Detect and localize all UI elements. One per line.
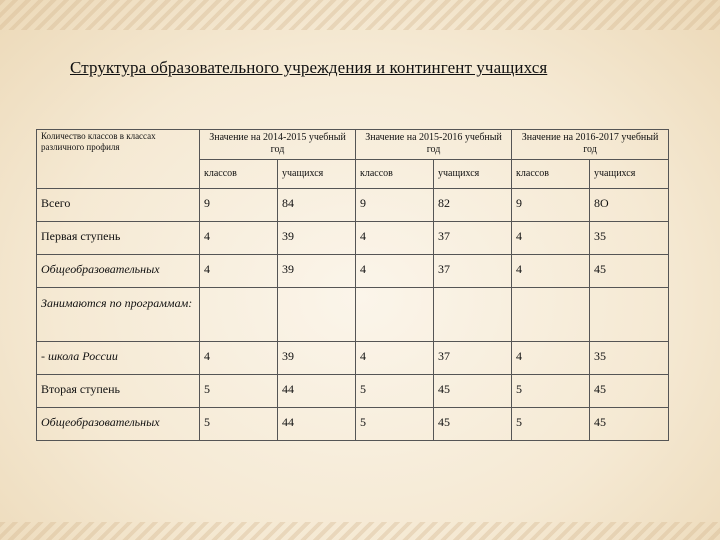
table-cell: 35 — [590, 222, 669, 255]
table-cell: 45 — [590, 408, 669, 441]
table-cell — [590, 288, 669, 342]
row-label: Всего — [37, 189, 200, 222]
table-row — [37, 375, 669, 408]
table-cell: 4 — [200, 342, 278, 375]
table-cell: 37 — [434, 342, 512, 375]
table-cell: 45 — [434, 375, 512, 408]
table-cell: 5 — [512, 408, 590, 441]
table-cell — [512, 288, 590, 342]
top-stripe-decoration — [0, 0, 720, 30]
table-cell: 44 — [278, 408, 356, 441]
table-cell: 4 — [200, 255, 278, 288]
table-cell: 9 — [200, 189, 278, 222]
header-row — [37, 130, 669, 160]
year-header-2015: Значение на 2015-2016 учебный год — [356, 130, 512, 160]
row-label: Общеобразовательных — [37, 408, 200, 441]
table-cell: 5 — [356, 375, 434, 408]
table-row — [37, 222, 669, 255]
row-label: Занимаются по программам: — [37, 288, 200, 342]
table-cell: 37 — [434, 222, 512, 255]
table-cell: 44 — [278, 375, 356, 408]
table-cell: 4 — [356, 222, 434, 255]
table-row — [37, 408, 669, 441]
table-cell: 4 — [356, 342, 434, 375]
row-label: Первая ступень — [37, 222, 200, 255]
table-cell: 45 — [590, 255, 669, 288]
row-label: Вторая ступень — [37, 375, 200, 408]
table-cell: 4 — [512, 255, 590, 288]
table-cell: 39 — [278, 342, 356, 375]
table-row — [37, 288, 669, 342]
subheader-cell: классов — [200, 160, 278, 189]
table-cell: 5 — [200, 375, 278, 408]
table-cell: 39 — [278, 255, 356, 288]
row-label: Общеобразовательных — [37, 255, 200, 288]
bottom-stripe-decoration — [0, 522, 720, 540]
contingent-table — [36, 129, 669, 441]
row-label: - школа России — [37, 342, 200, 375]
table-cell — [356, 288, 434, 342]
table-row — [37, 255, 669, 288]
table-cell: 39 — [278, 222, 356, 255]
table-cell: 8О — [590, 189, 669, 222]
table-cell: 35 — [590, 342, 669, 375]
table-cell: 9 — [512, 189, 590, 222]
subheader-cell: учащихся — [434, 160, 512, 189]
table-cell: 45 — [590, 375, 669, 408]
subheader-cell: учащихся — [590, 160, 669, 189]
table-cell: 4 — [200, 222, 278, 255]
table-cell: 5 — [200, 408, 278, 441]
table-cell: 4 — [356, 255, 434, 288]
table-cell: 37 — [434, 255, 512, 288]
subheader-cell: классов — [512, 160, 590, 189]
table-row — [37, 342, 669, 375]
subheader-cell: классов — [356, 160, 434, 189]
table-cell — [278, 288, 356, 342]
year-header-2014: Значение на 2014-2015 учебный год — [200, 130, 356, 160]
subheader-cell: учащихся — [278, 160, 356, 189]
year-header-2016: Значение на 2016-2017 учебный год — [512, 130, 669, 160]
table-cell: 82 — [434, 189, 512, 222]
table-cell — [200, 288, 278, 342]
slide-title: Структура образовательного учреждения и контингент учащихся — [70, 58, 548, 77]
table-cell: 4 — [512, 222, 590, 255]
table-cell: 4 — [512, 342, 590, 375]
table-cell: 84 — [278, 189, 356, 222]
table-cell: 5 — [356, 408, 434, 441]
table-cell: 9 — [356, 189, 434, 222]
table-row — [37, 189, 669, 222]
table-cell: 45 — [434, 408, 512, 441]
table-cell: 5 — [512, 375, 590, 408]
table-cell — [434, 288, 512, 342]
row-label-header: Количество классов в классах различного профиля — [37, 130, 200, 189]
